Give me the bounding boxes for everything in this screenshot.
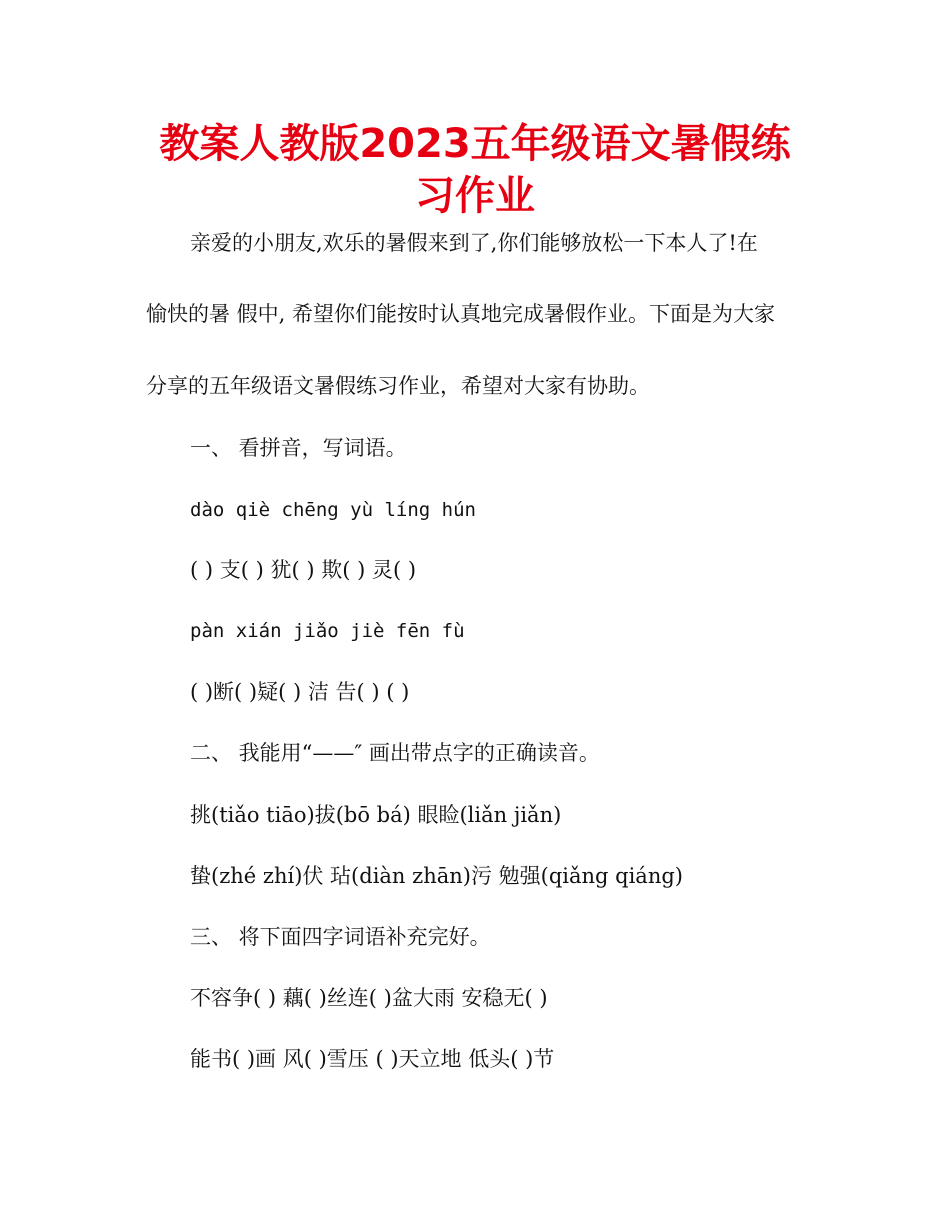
document-title: 教案人教版2023五年级语文暑假练习作业 bbox=[159, 121, 791, 219]
section1-blanks-2: ( )断( )疑( ) 洁 告( ) ( ) bbox=[190, 680, 410, 704]
section2-line-2: 蛰(zhé zhí)伏 玷(diàn zhān)污 勉强(qiǎng qiáng) bbox=[190, 864, 683, 888]
intro-line-2: 愉快的暑 假中, 希望你们能按时认真地完成暑假作业。下面是为大家 bbox=[146, 302, 776, 326]
section1-heading: 一、 看拼音，写词语。 bbox=[190, 436, 407, 460]
section1-pinyin-2: pàn xián jiǎo jiè fēn fù bbox=[190, 620, 465, 642]
section2-heading: 二、 我能用“——″ 画出带点字的正确读音。 bbox=[190, 741, 600, 765]
section3-line-1: 不容争( ) 藕( )丝连( )盆大雨 安稳无( ) bbox=[190, 986, 548, 1010]
intro-line-3: 分享的五年级语文暑假练习作业，希望对大家有协助。 bbox=[146, 374, 650, 398]
intro-line-1: 亲爱的小朋友,欢乐的暑假来到了,你们能够放松一下本人了!在 bbox=[190, 231, 758, 255]
section3-line-2: 能书( )画 风( )雪压 ( )天立地 低头( )节 bbox=[190, 1047, 555, 1071]
section1-blanks-1: ( ) 支( ) 犹( ) 欺( ) 灵( ) bbox=[190, 558, 417, 582]
section2-line-1: 挑(tiǎo tiāo)拔(bō bá) 眼睑(liǎn jiǎn) bbox=[190, 803, 562, 827]
section3-heading: 三、 将下面四字词语补充完好。 bbox=[190, 925, 491, 949]
section1-pinyin-1: dào qiè chēng yù líng hún bbox=[190, 499, 476, 521]
